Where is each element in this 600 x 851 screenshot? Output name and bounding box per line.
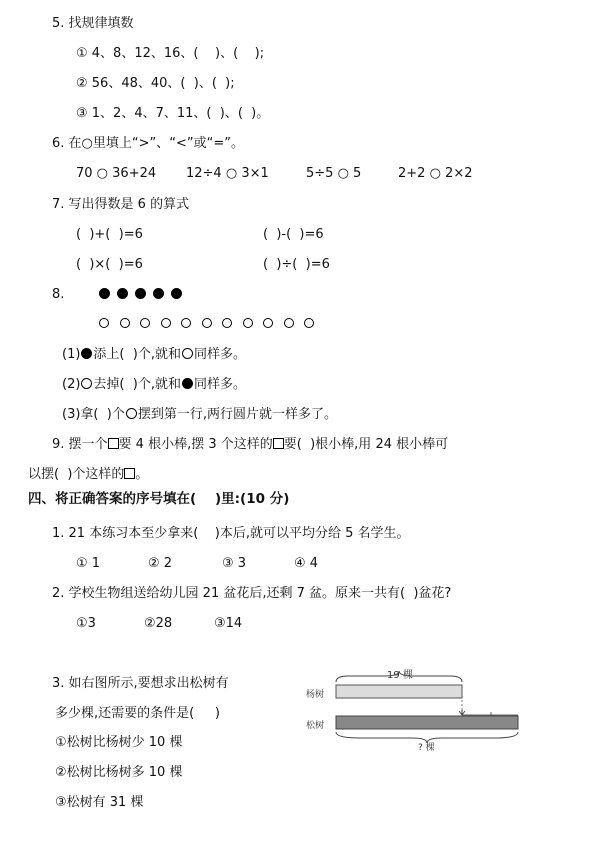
q9-text-b: 要 4 根小棒,摆 3 个这样的 xyxy=(118,437,273,452)
s4-q3-option-2: ②松树比杨树多 10 棵 xyxy=(55,765,183,780)
q8-sub-2-end: 同样多。 xyxy=(193,377,246,392)
hollow-circle-icon xyxy=(263,318,273,328)
q6-item-1: 70 ○ 36+24 xyxy=(76,166,157,181)
q7-item-3: ( )×( )=6 xyxy=(76,257,143,272)
diagram-top-label: 19 棵 xyxy=(387,670,413,681)
q5-line-3: ③ 1、2、4、7、11、( )、( )。 xyxy=(76,106,270,121)
q6-item-2: 12÷4 ○ 3×1 xyxy=(186,166,269,181)
s4-q1-option-4: ④ 4 xyxy=(294,556,319,571)
q8-sub-3-text: (3)拿( )个 xyxy=(62,407,125,422)
s4-q1-option-1: ① 1 xyxy=(76,556,101,571)
s4-q2-text: 2. 学校生物组送给幼儿园 21 盆花后,还剩 7 盆。原来一共有( )盆花? xyxy=(52,586,452,601)
s4-q2-option-2: ②28 xyxy=(144,616,173,631)
hollow-circle-icon xyxy=(161,318,171,328)
q6-title: 6. 在○里填上“>”、“<”或“=”。 xyxy=(52,136,244,151)
poplar-bar xyxy=(336,685,462,698)
q5-line-1: ① 4、8、12、16、( )、( ); xyxy=(76,46,265,61)
filled-circle-icon xyxy=(153,288,164,299)
pine-bar xyxy=(336,716,518,729)
filled-circle-icon xyxy=(135,288,146,299)
s4-q3-option-1: ①松树比杨树少 10 棵 xyxy=(55,735,183,750)
q7-item-4: ( )÷( )=6 xyxy=(263,257,330,272)
q9-text-d: 以摆( )个这样的 xyxy=(28,467,125,482)
q9-text-e: 。 xyxy=(135,467,149,482)
hollow-circle-icon xyxy=(202,318,212,328)
q8-sub-3 xyxy=(62,406,337,424)
s4-q1-option-3: ③ 3 xyxy=(222,556,247,571)
diagram-svg xyxy=(300,664,530,754)
hollow-circle-icon xyxy=(181,318,191,328)
hollow-circle-icon xyxy=(126,408,137,419)
diagram-row2-label: 松树 xyxy=(306,721,325,731)
square-icon xyxy=(124,468,135,479)
tree-comparison-diagram xyxy=(300,664,530,754)
filled-circle-icon xyxy=(117,288,128,299)
q6-item-3: 5÷5 ○ 5 xyxy=(306,166,362,181)
s4-q2-option-3: ③14 xyxy=(214,616,243,631)
square-icon xyxy=(108,438,119,449)
hollow-circle-icon xyxy=(304,318,314,328)
hollow-circle-icon xyxy=(284,318,294,328)
hollow-circle-icon xyxy=(243,318,253,328)
q9-text-a: 9. 摆一个 xyxy=(52,437,108,452)
q7-title: 7. 写出得数是 6 的算式 xyxy=(52,197,190,212)
s4-q3-option-3: ③松树有 31 棵 xyxy=(55,795,144,810)
q8-number: 8. xyxy=(52,287,65,302)
q6-item-4: 2+2 ○ 2×2 xyxy=(398,166,473,181)
s4-q1-text: 1. 21 本练习本至少拿来( )本后,就可以平均分给 5 名学生。 xyxy=(52,526,410,541)
diagram-bottom-label: ? 棵 xyxy=(418,743,435,753)
hollow-circle-icon xyxy=(140,318,150,328)
q8-sub-2-num: (2) xyxy=(62,377,81,392)
hollow-circle-icon xyxy=(120,318,130,328)
filled-circle-icon xyxy=(171,288,182,299)
q5-line-2: ② 56、48、40、( )、( ); xyxy=(76,76,235,91)
q9-line-2 xyxy=(28,466,148,484)
q8-sub-1-text: 添上( )个,就和 xyxy=(93,347,181,362)
q8-sub-2 xyxy=(62,376,246,394)
filled-circle-icon xyxy=(81,348,92,359)
s4-q3-text-line-2: 多少棵,还需要的条件是( ) xyxy=(55,706,220,721)
s4-q2-option-1: ①3 xyxy=(76,616,96,631)
hollow-circle-icon xyxy=(81,378,92,389)
hollow-circle-icon xyxy=(99,318,109,328)
section-4-heading: 四、将正确答案的序号填在( )里:(10 分) xyxy=(28,491,290,507)
q7-item-1: ( )+( )=6 xyxy=(76,227,143,242)
q9-line-1 xyxy=(52,436,448,454)
q7-item-2: ( )-( )=6 xyxy=(263,227,324,242)
diagram-top-brace xyxy=(336,671,462,682)
filled-circle-row xyxy=(99,288,182,299)
filled-circle-icon xyxy=(182,378,193,389)
q8-sub-3-end: 摆到第一行,两行圆片就一样多了。 xyxy=(137,407,337,422)
diagram-row1-label: 杨树 xyxy=(306,690,325,700)
s4-q3-text-line-1: 3. 如右图所示,要想求出松树有 xyxy=(52,676,229,691)
hollow-circle-icon xyxy=(222,318,232,328)
square-icon xyxy=(273,438,284,449)
q8-sub-1-end: 同样多。 xyxy=(193,347,246,362)
hollow-circle-row xyxy=(99,318,314,328)
filled-circle-icon xyxy=(99,288,110,299)
hollow-circle-icon xyxy=(182,348,193,359)
q8-sub-2-text: 去掉( )个,就和 xyxy=(93,377,181,392)
q9-text-c: 要( )根小棒,用 24 根小棒可 xyxy=(283,437,449,452)
q8-sub-1 xyxy=(62,346,246,364)
s4-q1-option-2: ② 2 xyxy=(148,556,173,571)
q5-title: 5. 找规律填数 xyxy=(52,16,134,31)
q8-sub-1-num: (1) xyxy=(62,347,81,362)
